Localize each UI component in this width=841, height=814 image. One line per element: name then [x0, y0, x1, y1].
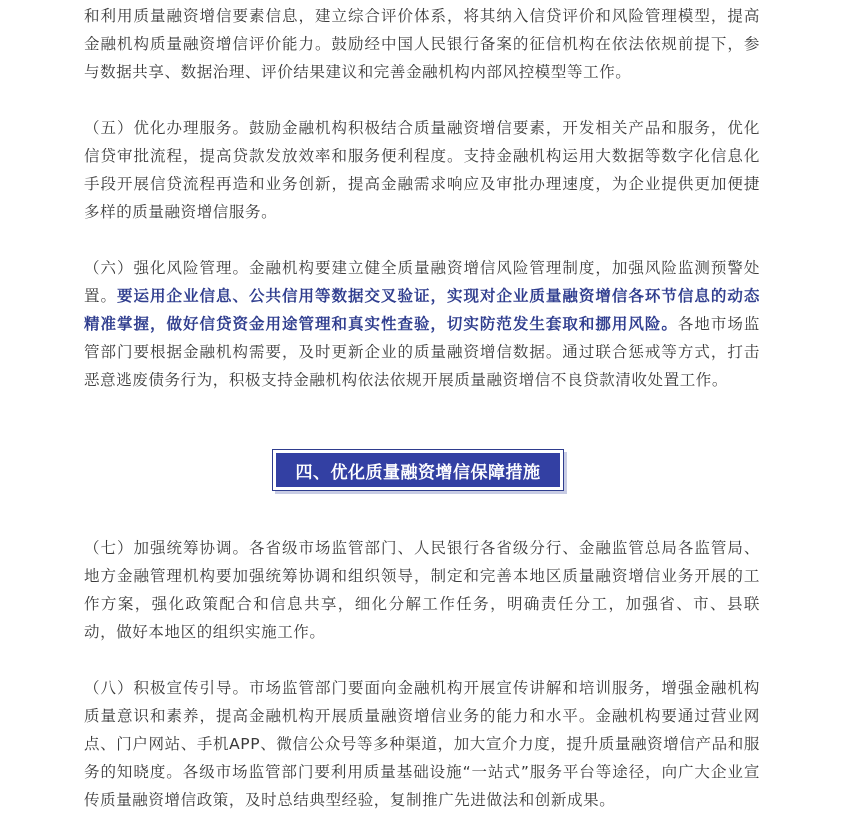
paragraph-coordination: （七）加强统筹协调。各省级市场监管部门、人民银行各省级分行、金融监管总局各监管局、地方金融管理机构要加强统筹协调和组织领导，制定和完善本地区质量融资增信业务开展的工作方案，强化政策配合和信息共享，细化分解工作任务，明确责任分工，加强省、市、县联动，做好本地区的组织实施工作。 — [84, 539, 760, 641]
paragraph-risk-management — [84, 254, 760, 394]
paragraph-optimize-service: （五）优化办理服务。鼓励金融机构积极结合质量融资增信要素，开发相关产品和服务，优化信贷审批流程，提高贷款发放效率和服务便利程度。支持金融机构运用大数据等数字化信息化手段开展信贷流程再造和业务创新，提高金融需求响应及审批办理速度，为企业提供更加便捷多样的质量融资增信服务。 — [84, 119, 760, 221]
paragraph-data-sharing: 和利用质量融资增信要素信息，建立综合评价体系，将其纳入信贷评价和风险管理模型，提高金融机构质量融资增信评价能力。鼓励经中国人民银行备案的征信机构在依法依规前提下，参与数据共享、数据治理、评价结果建议和完善金融机构内部风控模型等工作。 — [84, 7, 760, 81]
paragraph-publicity: （八）积极宣传引导。市场监管部门要面向金融机构开展宣传讲解和培训服务，增强金融机构质量意识和素养，提高金融机构开展质量融资增信业务的能力和水平。金融机构要通过营业网点、门户网站、手机APP、微信公众号等多种渠道，加大宣介力度，提升质量融资增信产品和服务的知晓度。各级市场监管部门要利用质量基础设施“一站式”服务平台等途径，向广大企业宣传质量融资增信政策，及时总结典型经验，复制推广先进做法和创新成果。 — [84, 679, 760, 809]
section-heading-title: 四、优化质量融资增信保障措施 — [276, 453, 560, 487]
risk-text-closing: 各地市场监管部门要根据金融机构需要，及时更新企业的质量融资增信数据。通过联合惩戒等方式，打击恶意逃废债务行为，积极支持金融机构依法依规开展质量融资增信不良贷款清收处置工作。 — [84, 315, 760, 389]
risk-text-intro: （六）强化风险管理。金融机构要建立健全质量融资增信风险管理制度，加强风险监测预警处置。 — [84, 259, 760, 305]
section-heading-box — [272, 449, 564, 491]
risk-text-emphasis: 要运用企业信息、公共信用等数据交叉验证，实现对企业质量融资增信各环节信息的动态精准掌握，做好信贷资金用途管理和真实性查验，切实防范发生套取和挪用风险。 — [84, 287, 760, 333]
